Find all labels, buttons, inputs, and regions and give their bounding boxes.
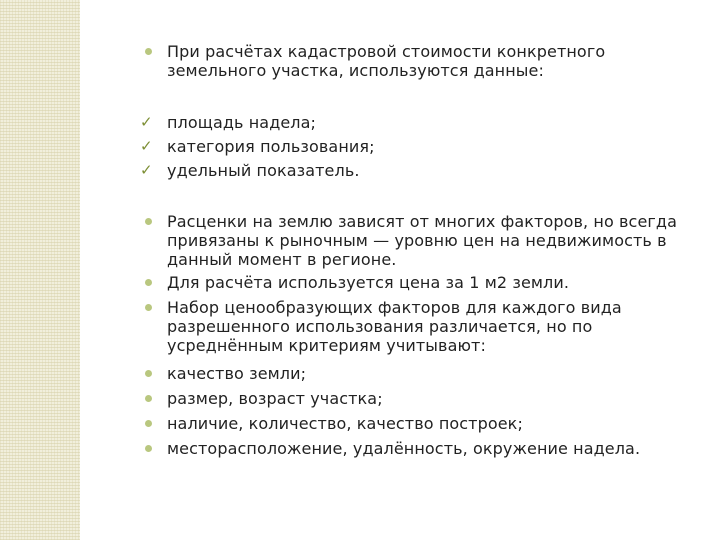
intro-text: При расчётах кадастровой стоимости конкретного земельного участка, используются данные: (167, 42, 606, 80)
list-item (167, 298, 697, 355)
check-mark-icon: ✓ (140, 161, 153, 179)
dot-bullet-icon (145, 48, 152, 55)
dot-bullet-icon (145, 218, 152, 225)
list-item-text: Набор ценообразующих факторов для каждого вида разрешенного использования различается, но по усреднённым критериям учитывают: (167, 298, 622, 355)
dot-bullet-icon (145, 279, 152, 286)
list-item (167, 439, 697, 458)
checklist-item (140, 161, 697, 180)
dot-bullet-icon (145, 304, 152, 311)
intro-item (167, 42, 697, 80)
checklist-item (140, 137, 697, 156)
list-item (167, 364, 697, 383)
list-item-text: размер, возраст участка; (167, 389, 383, 408)
list-item-text: месторасположение, удалённость, окружение надела. (167, 439, 641, 458)
dot-bullet-icon (145, 370, 152, 377)
dot-bullet-icon (145, 395, 152, 402)
list-item (167, 389, 697, 408)
checklist-text: категория пользования; (167, 137, 375, 156)
list-item-text: Расценки на землю зависят от многих факторов, но всегда привязаны к рыночным — уровню цен на недвижимость в данный момент в регионе. (167, 212, 677, 269)
dot-bullet-icon (145, 420, 152, 427)
dot-bullet-icon (145, 445, 152, 452)
checklist-text: удельный показатель. (167, 161, 360, 180)
list-item (167, 414, 697, 433)
checklist-item (140, 113, 697, 132)
check-mark-icon: ✓ (140, 113, 153, 131)
list-item-text: наличие, количество, качество построек; (167, 414, 523, 433)
list-item-text: качество земли; (167, 364, 307, 383)
list-item-text: Для расчёта используется цена за 1 м2 земли. (167, 273, 570, 292)
list-item (167, 212, 697, 269)
check-mark-icon: ✓ (140, 137, 153, 155)
checklist-text: площадь надела; (167, 113, 317, 132)
list-item (167, 273, 697, 292)
